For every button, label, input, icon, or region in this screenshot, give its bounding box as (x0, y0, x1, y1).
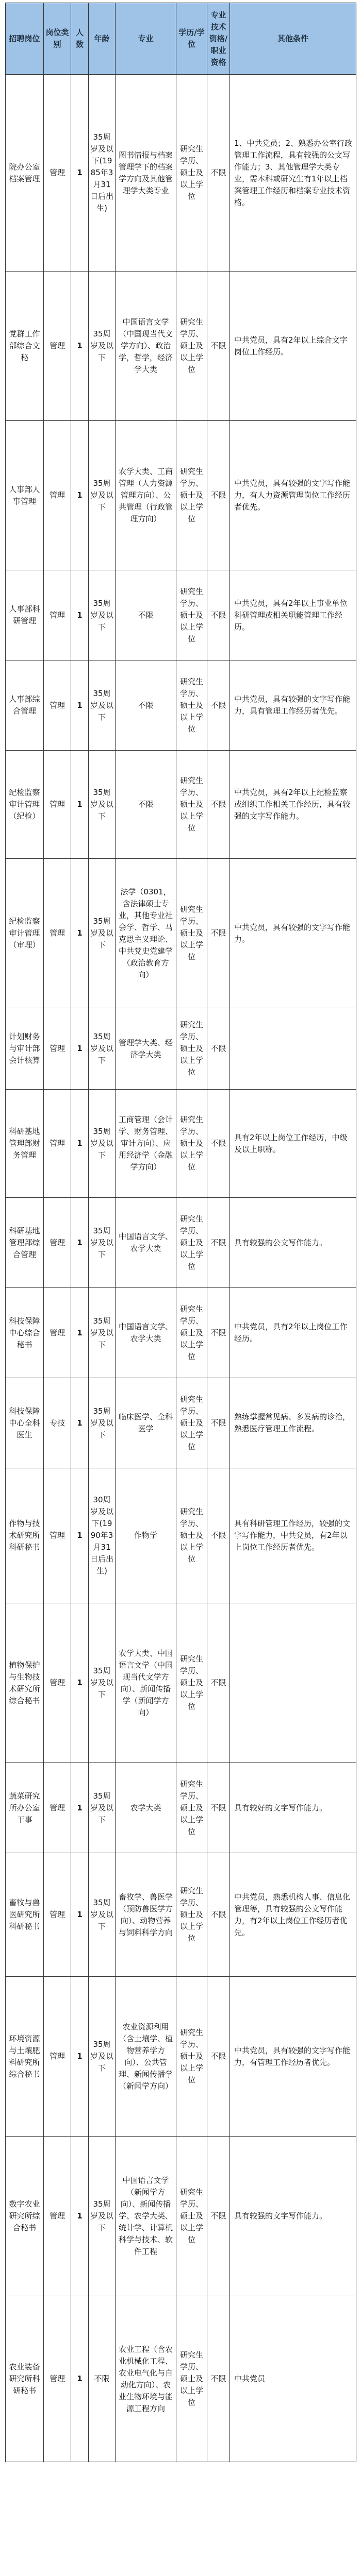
age-cell: 35周岁及以下 (89, 1198, 116, 1288)
edu-cell: 研究生学历、硕士及以上学位 (176, 1288, 207, 1378)
age-cell: 35周岁及以下 (89, 272, 116, 421)
other-cell: 具有科研管理工作经历，较强的文字写作能力，中共党员，有2年以上岗位工作经历者优先。 (230, 1468, 356, 1603)
type-cell: 管理 (44, 1008, 71, 1090)
age-cell: 35周岁及以下 (89, 1008, 116, 1090)
count-cell: 1 (71, 570, 89, 660)
qual-cell: 不限 (207, 1977, 230, 2137)
age-cell: 不限 (89, 2296, 116, 2462)
table-row (6, 1977, 356, 2137)
edu-cell: 研究生学历、硕士及以上学位 (176, 421, 207, 570)
type-cell: 管理 (44, 421, 71, 570)
header-row (6, 3, 356, 75)
major-cell: 农学大类、工商管理（人力资源管理方向）、公共管理（行政管理方向） (116, 421, 176, 570)
major-cell: 临床医学、全科医学 (116, 1378, 176, 1468)
qual-cell: 不限 (207, 751, 230, 859)
edu-cell: 研究生学历、硕士及以上学位 (176, 75, 207, 272)
count-cell: 1 (71, 1288, 89, 1378)
type-cell: 管理 (44, 2137, 71, 2296)
edu-cell: 研究生学历、硕士及以上学位 (176, 1090, 207, 1198)
table-row (6, 272, 356, 421)
qual-cell: 不限 (207, 1378, 230, 1468)
other-cell: 中共党员，具有2年以上事业单位科研管理或相关职能管理工作经历。 (230, 570, 356, 660)
page (0, 3, 361, 2576)
major-cell: 中国语言文学（中国现当代文学方向）、政治学，哲学，经济学大类 (116, 272, 176, 421)
table-row (6, 1763, 356, 1853)
qual-cell: 不限 (207, 570, 230, 660)
other-cell: 具有较强的文字写作能力。 (230, 2137, 356, 2296)
table-row (6, 859, 356, 1008)
other-cell: 中共党员，具有2年以上纪检监察或组织工作相关工作经历，具有较强的文字写作能力。 (230, 751, 356, 859)
type-cell: 管理 (44, 1468, 71, 1603)
count-cell: 1 (71, 751, 89, 859)
edu-cell: 研究生学历、硕士及以上学位 (176, 1198, 207, 1288)
count-cell: 1 (71, 1977, 89, 2137)
recruitment-table (5, 3, 356, 2462)
qual-cell: 不限 (207, 660, 230, 751)
type-cell: 管理 (44, 570, 71, 660)
other-cell: 中共党员，熟悉机构人事、信息化管理等，具有较强的公文写作能力，有2年以上岗位工作经历者优先。 (230, 1853, 356, 1977)
major-cell: 中国语言文学、农学大类 (116, 1198, 176, 1288)
post-cell: 数字农业研究所综合秘书 (6, 2137, 44, 2296)
age-cell: 35周岁及以下 (89, 1288, 116, 1378)
major-cell: 不限 (116, 570, 176, 660)
qual-cell: 不限 (207, 859, 230, 1008)
major-cell: 农学大类 (116, 1763, 176, 1853)
count-cell: 1 (71, 2296, 89, 2462)
age-cell: 35周岁及以下 (89, 570, 116, 660)
post-cell: 科研基地管理部财务管理 (6, 1090, 44, 1198)
age-cell: 35周岁及以下 (89, 421, 116, 570)
age-cell: 35周岁及以下 (89, 2137, 116, 2296)
edu-cell: 研究生学历、硕士及以上学位 (176, 1853, 207, 1977)
qual-cell: 不限 (207, 1288, 230, 1378)
qual-cell: 不限 (207, 421, 230, 570)
age-cell: 35周岁及以下 (89, 1603, 116, 1763)
table-body (6, 75, 356, 2462)
table-row (6, 1378, 356, 1468)
major-cell: 农业工程（含农业机械化工程、农业电气化与自动化方向）、农业生物环境与能源工程方向 (116, 2296, 176, 2462)
type-cell: 管理 (44, 1288, 71, 1378)
qual-cell: 不限 (207, 1763, 230, 1853)
count-cell: 1 (71, 1763, 89, 1853)
count-cell: 1 (71, 859, 89, 1008)
major-cell: 不限 (116, 660, 176, 751)
count-cell: 1 (71, 1198, 89, 1288)
edu-cell: 研究生学历、硕士及以上学位 (176, 570, 207, 660)
header-edu: 学历/学位 (176, 3, 207, 75)
major-cell: 中国语言文学（新闻学方向）、新闻传播学、农学大类、统计学、计算机科学与技术、软件工程 (116, 2137, 176, 2296)
qual-cell: 不限 (207, 272, 230, 421)
table-row (6, 1853, 356, 1977)
edu-cell: 研究生学历、硕士及以上学位 (176, 272, 207, 421)
other-cell: 中共党员，具有较强的文字写作能力，具有管理工作经历者优先。 (230, 660, 356, 751)
count-cell: 1 (71, 2137, 89, 2296)
header-other: 其他条件 (230, 3, 356, 75)
header-major: 专业 (116, 3, 176, 75)
table-row (6, 75, 356, 272)
qual-cell: 不限 (207, 1853, 230, 1977)
edu-cell: 研究生学历、硕士及以上学位 (176, 2137, 207, 2296)
major-cell: 农业资源利用（含土壤学、植物营养学方向）、公共管理、新闻传播学（新闻学方向） (116, 1977, 176, 2137)
post-cell: 纪检监察审计管理（审理） (6, 859, 44, 1008)
header-age: 年龄 (89, 3, 116, 75)
other-cell: 中共党员，具有较强的文字写作能力，有管理工作经历者优先。 (230, 1977, 356, 2137)
other-cell: 中共党员 (230, 2296, 356, 2462)
other-cell: 中共党员，具有较强的文字写作能力，有人力资源管理岗位工作经历者优先。 (230, 421, 356, 570)
type-cell: 管理 (44, 1853, 71, 1977)
post-cell: 党群工作部综合文秘 (6, 272, 44, 421)
post-cell: 科技保障中心全科医生 (6, 1378, 44, 1468)
major-cell: 法学（0301，含法律硕士专业，其他专业社会学、哲学、马克思主义理论、中共党史党建学（政治教育方向） (116, 859, 176, 1008)
type-cell: 管理 (44, 1977, 71, 2137)
count-cell: 1 (71, 1090, 89, 1198)
edu-cell: 研究生学历、硕士及以上学位 (176, 1468, 207, 1603)
major-cell: 工商管理（会计学、财务管理、审计方向）、应用经济学（金融学方向） (116, 1090, 176, 1198)
table-row (6, 660, 356, 751)
type-cell: 管理 (44, 2296, 71, 2462)
qual-cell: 不限 (207, 1008, 230, 1090)
table-row (6, 1468, 356, 1603)
post-cell: 科研基地管理部综合管理 (6, 1198, 44, 1288)
count-cell: 1 (71, 1378, 89, 1468)
other-cell: 中共党员，具有较强的文字写作能力。 (230, 859, 356, 1008)
major-cell: 图书情报与档案管理学下的档案学方向及其他管理学大类专业 (116, 75, 176, 272)
age-cell: 35周岁及以下 (89, 859, 116, 1008)
table-row (6, 1090, 356, 1198)
qual-cell: 不限 (207, 1603, 230, 1763)
table-row (6, 1198, 356, 1288)
header-type: 岗位类别 (44, 3, 71, 75)
post-cell: 畜牧与兽医研究所科研秘书 (6, 1853, 44, 1977)
type-cell: 管理 (44, 75, 71, 272)
count-cell: 1 (71, 660, 89, 751)
other-cell: 1、中共党员；2、熟悉办公室行政管理工作流程，具有较强的公文写作能力；3、其他管理学大类专业，需本科或研究生有1年以上档案管理工作经历和档案专业技术资格。 (230, 75, 356, 272)
table-row (6, 570, 356, 660)
type-cell: 管理 (44, 1763, 71, 1853)
edu-cell: 研究生学历、硕士及以上学位 (176, 1763, 207, 1853)
table-row (6, 1603, 356, 1763)
table-row (6, 1008, 356, 1090)
header-post: 招聘岗位 (6, 3, 44, 75)
age-cell: 35周岁及以下 (89, 660, 116, 751)
type-cell: 管理 (44, 1198, 71, 1288)
major-cell: 畜牧学、兽医学（预防兽医学方向）、动物营养与饲料科学方向 (116, 1853, 176, 1977)
table-row (6, 1288, 356, 1378)
post-cell: 人事部科研管理 (6, 570, 44, 660)
table-row (6, 751, 356, 859)
qual-cell: 不限 (207, 2296, 230, 2462)
post-cell: 人事部人事管理 (6, 421, 44, 570)
edu-cell: 研究生学历、硕士及以上学位 (176, 660, 207, 751)
header-qual: 专业技术资格/职业资格 (207, 3, 230, 75)
other-cell: 熟练掌握常见病、多发病的诊治，熟悉医疗管理工作流程。 (230, 1378, 356, 1468)
age-cell: 30周岁及以下(1990年3月31日后出生) (89, 1468, 116, 1603)
major-cell: 农学大类、中国语言文学（中国现当代文学方向）、新闻传播学（新闻学方向） (116, 1603, 176, 1763)
other-cell: 中共党员，具有2年以上岗位工作经历。 (230, 1288, 356, 1378)
major-cell: 中国语言文学、农学大类 (116, 1288, 176, 1378)
age-cell: 35周岁及以下 (89, 751, 116, 859)
edu-cell: 研究生学历、硕士及以上学位 (176, 1603, 207, 1763)
age-cell: 35周岁及以下 (89, 1378, 116, 1468)
major-cell: 作物学 (116, 1468, 176, 1603)
post-cell: 院办公室档案管理 (6, 75, 44, 272)
other-cell: 中共党员，具有2年以上综合文字岗位工作经历。 (230, 272, 356, 421)
type-cell: 管理 (44, 660, 71, 751)
qual-cell: 不限 (207, 1468, 230, 1603)
count-cell: 1 (71, 272, 89, 421)
qual-cell: 不限 (207, 75, 230, 272)
type-cell: 管理 (44, 859, 71, 1008)
other-cell (230, 1603, 356, 1763)
post-cell: 蔬菜研究所办公室干事 (6, 1763, 44, 1853)
type-cell: 管理 (44, 272, 71, 421)
age-cell: 35周岁及以下 (89, 1977, 116, 2137)
age-cell: 35周岁及以下(1985年3月31日后出生) (89, 75, 116, 272)
other-cell: 具有较强的公文写作能力。 (230, 1198, 356, 1288)
post-cell: 环境资源与土壤肥料研究所综合秘书 (6, 1977, 44, 2137)
table-row (6, 2137, 356, 2296)
major-cell: 管理学大类、经济学大类 (116, 1008, 176, 1090)
post-cell: 人事部综合管理 (6, 660, 44, 751)
count-cell: 1 (71, 1603, 89, 1763)
edu-cell: 研究生学历、硕士及以上学位 (176, 2296, 207, 2462)
other-cell (230, 1008, 356, 1090)
post-cell: 计划财务与审计部会计核算 (6, 1008, 44, 1090)
edu-cell: 研究生学历、硕士及以上学位 (176, 1008, 207, 1090)
count-cell: 1 (71, 1853, 89, 1977)
post-cell: 植物保护与生物技术研究所综合秘书 (6, 1603, 44, 1763)
other-cell: 具有2年以上岗位工作经历，中级及以上职称。 (230, 1090, 356, 1198)
edu-cell: 研究生学历、硕士及以上学位 (176, 1378, 207, 1468)
header-count: 人数 (71, 3, 89, 75)
age-cell: 35周岁及以下 (89, 1763, 116, 1853)
count-cell: 1 (71, 1468, 89, 1603)
post-cell: 农业装备研究所科研秘书 (6, 2296, 44, 2462)
count-cell: 1 (71, 75, 89, 272)
qual-cell: 不限 (207, 1198, 230, 1288)
major-cell: 不限 (116, 751, 176, 859)
post-cell: 作物与技术研究所科研秘书 (6, 1468, 44, 1603)
age-cell: 35周岁及以下 (89, 1090, 116, 1198)
qual-cell: 不限 (207, 2137, 230, 2296)
edu-cell: 研究生学历、硕士及以上学位 (176, 1977, 207, 2137)
age-cell: 35周岁及以下 (89, 1853, 116, 1977)
type-cell: 专技 (44, 1378, 71, 1468)
edu-cell: 研究生学历、硕士及以上学位 (176, 751, 207, 859)
type-cell: 管理 (44, 1090, 71, 1198)
post-cell: 科技保障中心综合秘书 (6, 1288, 44, 1378)
count-cell: 1 (71, 1008, 89, 1090)
other-cell: 具有较好的文字写作能力。 (230, 1763, 356, 1853)
post-cell: 纪检监察审计管理（纪检） (6, 751, 44, 859)
table-row (6, 2296, 356, 2462)
type-cell: 管理 (44, 1603, 71, 1763)
type-cell: 管理 (44, 751, 71, 859)
qual-cell: 不限 (207, 1090, 230, 1198)
count-cell: 1 (71, 421, 89, 570)
edu-cell: 研究生学历、硕士及以上学位 (176, 859, 207, 1008)
table-row (6, 421, 356, 570)
